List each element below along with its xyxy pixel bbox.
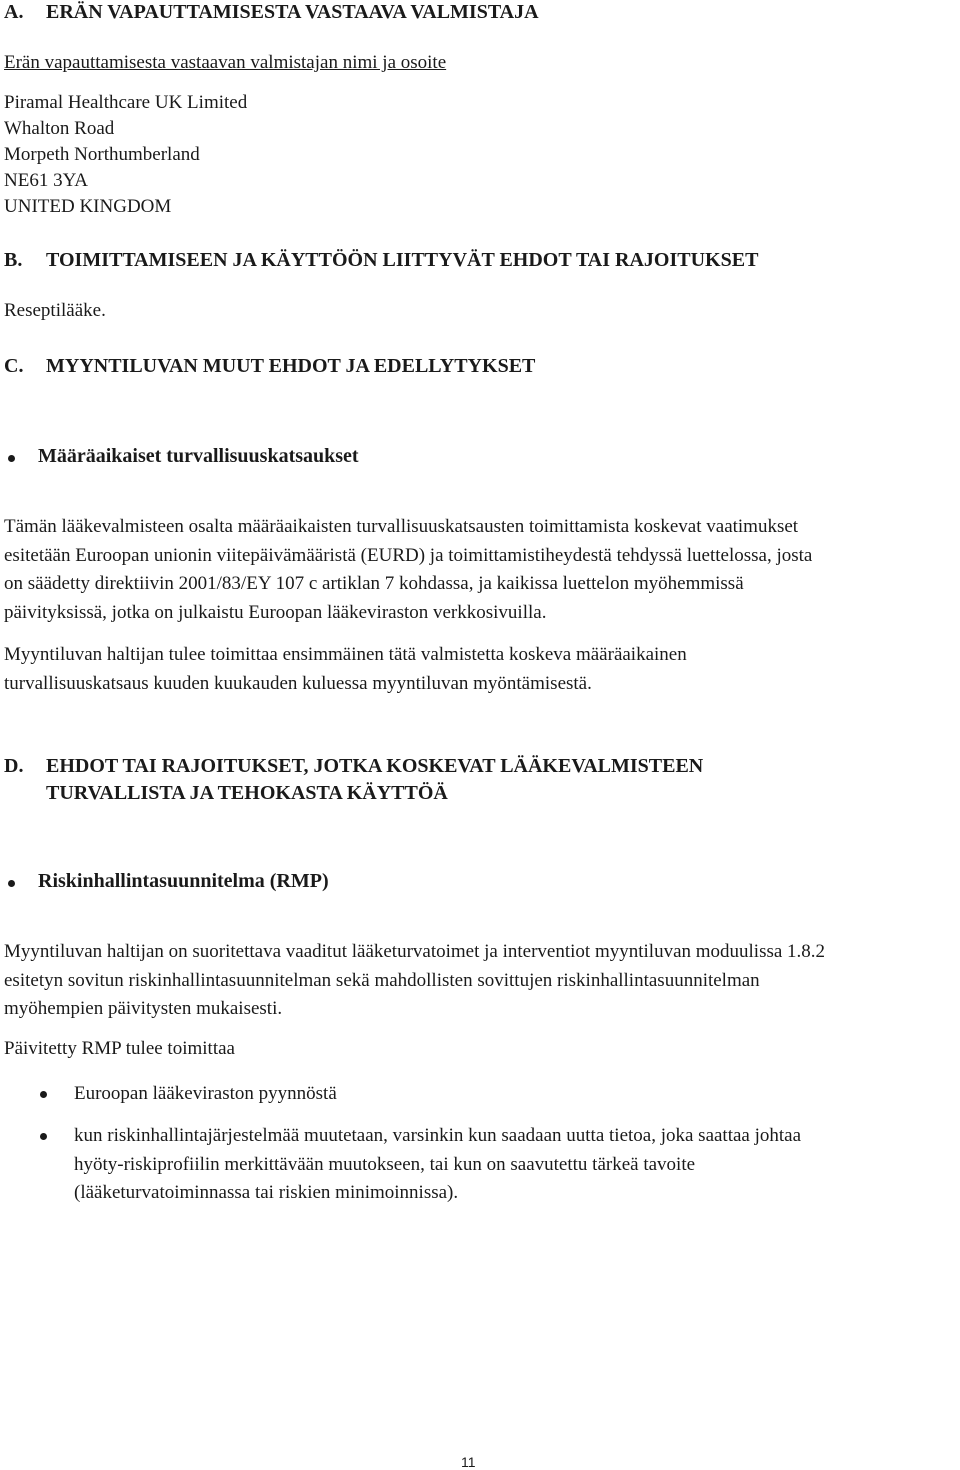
list-item-line: kun riskinhallintajärjestelmää muutetaan, varsinkin kun saadaan uutta tietoa, joka saattaa johtaa bbox=[74, 1125, 802, 1146]
address-line: UNITED KINGDOM bbox=[4, 196, 172, 217]
section-a-letter: A. bbox=[4, 1, 24, 23]
section-c-letter: C. bbox=[4, 355, 24, 377]
rmp-list-item-2 bbox=[74, 1122, 801, 1208]
page-number: 11 bbox=[461, 1454, 476, 1470]
section-c-title: MYYNTILUVAN MUUT EHDOT JA EDELLYTYKSET bbox=[46, 355, 536, 377]
paragraph-line: myöhempien päivitysten mukaisesti. bbox=[4, 998, 283, 1019]
bullet-icon bbox=[40, 1133, 47, 1140]
psur-paragraph-1 bbox=[4, 513, 812, 627]
psur-heading: Määräaikaiset turvallisuuskatsaukset bbox=[38, 445, 359, 467]
psur-paragraph-2 bbox=[4, 641, 687, 698]
paragraph-line: esitetään Euroopan unionin viitepäivämääristä (EURD) ja toimittamistiheydestä tehdyssä luettelossa, josta bbox=[4, 544, 813, 566]
section-a-heading bbox=[4, 1, 539, 24]
section-d-title-line: TURVALLISTA JA TEHOKASTA KÄYTTÖÄ bbox=[46, 782, 448, 804]
list-item-line: (lääketurvatoiminnassa tai riskien minimoinnissa). bbox=[74, 1182, 459, 1203]
paragraph-line: Tämän lääkevalmisteen osalta määräaikaisten turvallisuuskatsausten toimittamista koskevat vaatimukset bbox=[4, 516, 799, 537]
paragraph-line: on säädetty direktiivin 2001/83/EY 107 c artiklan 7 kohdassa, ja kaikissa luettelon myöhemmissä bbox=[4, 573, 744, 594]
address-line: Piramal Healthcare UK Limited bbox=[4, 92, 248, 113]
paragraph-line: esitetyn sovitun riskinhallintasuunnitelman sekä mahdollisten sovittujen riskinhallintasuunnitelman bbox=[4, 969, 760, 991]
paragraph-line: Myyntiluvan haltijan tulee toimittaa ensimmäinen tätä valmistetta koskeva määräaikainen bbox=[4, 644, 687, 665]
rmp-paragraph-2: Päivitetty RMP tulee toimittaa bbox=[4, 1038, 235, 1059]
address-line: NE61 3YA bbox=[4, 170, 88, 191]
address-line: Morpeth Northumberland bbox=[4, 144, 200, 165]
rmp-heading: Riskinhallintasuunnitelma (RMP) bbox=[38, 870, 329, 892]
section-b-heading bbox=[4, 249, 758, 272]
bullet-icon bbox=[8, 455, 15, 462]
address-line: Whalton Road bbox=[4, 118, 115, 139]
section-d-letter: D. bbox=[4, 755, 24, 777]
section-b-title: TOIMITTAMISEEN JA KÄYTTÖÖN LIITTYVÄT EHDOT TAI RAJOITUKSET bbox=[46, 249, 759, 271]
section-a-title: ERÄN VAPAUTTAMISESTA VASTAAVA VALMISTAJA bbox=[46, 1, 539, 23]
section-c-heading bbox=[4, 355, 535, 378]
list-item-line: Euroopan lääkeviraston pyynnöstä bbox=[74, 1083, 337, 1104]
section-d-heading bbox=[4, 753, 703, 807]
manufacturer-address bbox=[4, 90, 247, 220]
section-d-title-line: EHDOT TAI RAJOITUKSET, JOTKA KOSKEVAT LÄÄKEVALMISTEEN bbox=[46, 755, 704, 777]
paragraph-line: turvallisuuskatsaus kuuden kuukauden kuluessa myyntiluvan myöntämisestä. bbox=[4, 672, 592, 694]
rmp-paragraph-1 bbox=[4, 938, 825, 1024]
manufacturer-subtitle: Erän vapauttamisesta vastaavan valmistajan nimi ja osoite bbox=[4, 52, 447, 73]
bullet-icon bbox=[40, 1091, 47, 1098]
paragraph-line: Myyntiluvan haltijan on suoritettava vaaditut lääketurvatoimet ja interventiot myyntiluvan moduulissa 1.8.2 bbox=[4, 941, 826, 962]
prescription-text: Reseptilääke. bbox=[4, 300, 106, 321]
section-b-letter: B. bbox=[4, 249, 23, 271]
list-item-line: hyöty-riskiprofiilin merkittävään muutokseen, tai kun on saavutettu tärkeä tavoite bbox=[74, 1153, 696, 1175]
paragraph-line: päivityksissä, jotka on julkaistu Euroopan lääkeviraston verkkosivuilla. bbox=[4, 601, 547, 623]
rmp-list-item-1 bbox=[74, 1080, 337, 1109]
bullet-icon bbox=[8, 880, 15, 887]
